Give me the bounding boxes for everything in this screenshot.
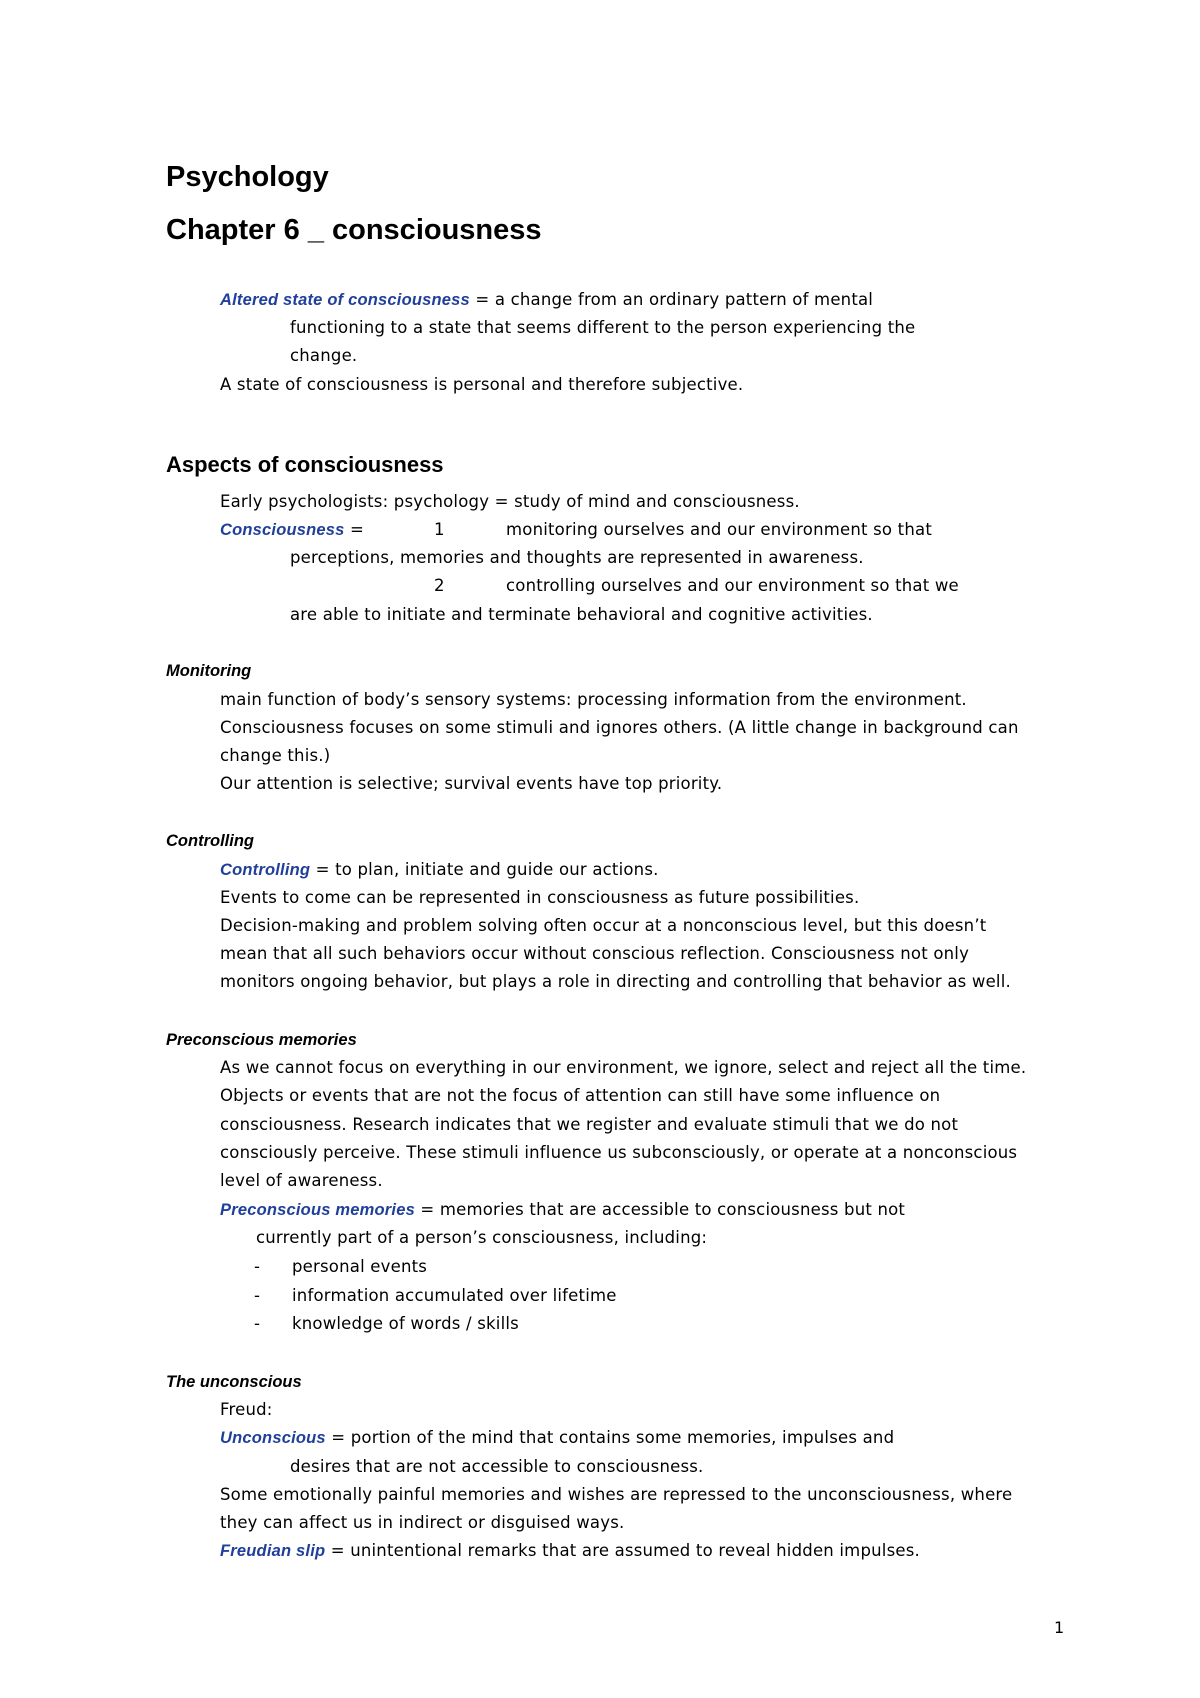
section-heading: Aspects of consciousness	[166, 452, 444, 477]
body-text: Objects or events that are not the focus of attention can still have some influence on	[220, 1086, 941, 1105]
bullet-mark: -	[254, 1314, 261, 1333]
consciousness-term: Consciousness	[220, 521, 345, 539]
definition-continuation: functioning to a state that seems different to the person experiencing the	[290, 318, 916, 337]
definition-continuation: change.	[290, 346, 358, 365]
page-number: 1	[1054, 1618, 1065, 1637]
body-text: consciously perceive. These stimuli influence us subconsciously, or operate at a nonconscious	[220, 1143, 1018, 1162]
body-text: Events to come can be represented in consciousness as future possibilities.	[220, 888, 860, 907]
body-text: Decision-making and problem solving often occur at a nonconscious level, but this doesn’t	[220, 916, 987, 935]
body-text: Our attention is selective; survival events have top priority.	[220, 774, 723, 793]
list-item: monitoring ourselves and our environment so that	[506, 520, 932, 539]
list-number: 2	[434, 576, 445, 595]
body-text: level of awareness.	[220, 1171, 383, 1190]
preconscious-term: Preconscious memories	[220, 1201, 415, 1219]
body-text: Freud:	[220, 1400, 273, 1419]
altered-state-term: Altered state of consciousness	[220, 291, 470, 309]
definition-continuation: currently part of a person’s consciousness, including:	[256, 1228, 708, 1247]
controlling-definition: Controlling = to plan, initiate and guide our actions.	[220, 860, 659, 879]
bullet-item: personal events	[292, 1257, 428, 1276]
body-text: mean that all such behaviors occur without conscious reflection. Consciousness not only	[220, 944, 970, 963]
subsection-heading: The unconscious	[166, 1373, 302, 1391]
unconscious-definition: Unconscious = portion of the mind that contains some memories, impulses and	[220, 1428, 895, 1447]
body-text: they can affect us in indirect or disguised ways.	[220, 1513, 625, 1532]
body-text: Consciousness focuses on some stimuli and ignores others. (A little change in background can	[220, 718, 1019, 737]
freudian-slip-definition: Freudian slip = unintentional remarks that are assumed to reveal hidden impulses.	[220, 1541, 920, 1560]
bullet-mark: -	[254, 1257, 261, 1276]
body-text: Early psychologists: psychology = study of mind and consciousness.	[220, 492, 800, 511]
freudian-slip-term: Freudian slip	[220, 1542, 326, 1560]
list-item: controlling ourselves and our environment so that we	[506, 576, 959, 595]
list-item-continuation: are able to initiate and terminate behavioral and cognitive activities.	[290, 605, 873, 624]
bullet-item: knowledge of words / skills	[292, 1314, 519, 1333]
bullet-item: information accumulated over lifetime	[292, 1286, 617, 1305]
body-text: monitors ongoing behavior, but plays a role in directing and controlling that behavior as well.	[220, 972, 1011, 991]
body-text: consciousness. Research indicates that we register and evaluate stimuli that we do not	[220, 1115, 959, 1134]
controlling-term: Controlling	[220, 861, 311, 879]
preconscious-definition: Preconscious memories = memories that are accessible to consciousness but not	[220, 1200, 906, 1219]
chapter-title: Chapter 6 _ consciousness	[166, 214, 542, 246]
subsection-heading: Monitoring	[166, 662, 252, 680]
subsection-heading: Controlling	[166, 832, 254, 850]
body-text: Some emotionally painful memories and wishes are repressed to the unconsciousness, where	[220, 1485, 1013, 1504]
bullet-mark: -	[254, 1286, 261, 1305]
body-text: A state of consciousness is personal and therefore subjective.	[220, 375, 744, 394]
body-text: main function of body’s sensory systems: processing information from the environment.	[220, 690, 967, 709]
subsection-heading: Preconscious memories	[166, 1031, 357, 1049]
unconscious-term: Unconscious	[220, 1429, 326, 1447]
document-title: Psychology	[166, 161, 329, 193]
definition-continuation: desires that are not accessible to consciousness.	[290, 1457, 704, 1476]
body-text: change this.)	[220, 746, 331, 765]
body-text: As we cannot focus on everything in our environment, we ignore, select and reject all the time.	[220, 1058, 1027, 1077]
list-number: 1	[434, 520, 445, 539]
consciousness-definition: Consciousness =	[220, 520, 365, 539]
altered-state-definition: Altered state of consciousness = a change from an ordinary pattern of mental	[220, 290, 874, 309]
list-item-continuation: perceptions, memories and thoughts are represented in awareness.	[290, 548, 864, 567]
